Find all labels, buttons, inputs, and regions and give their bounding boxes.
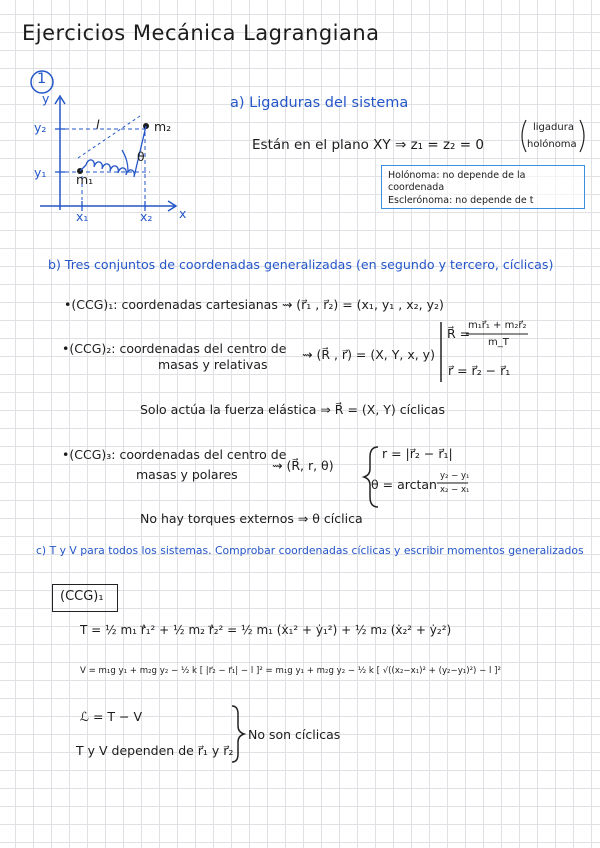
definitions-box	[381, 165, 585, 209]
ccg3-line2: masas y polares	[136, 467, 238, 482]
x1-label: x₁	[76, 209, 89, 224]
ccg3-theta-num: y₂ − y₁	[440, 471, 470, 481]
problem-number: 1	[37, 71, 47, 87]
section-a-text: Están en el plano XY ⇒ z₁ = z₂ = 0	[252, 137, 484, 153]
m1-label: m₁	[76, 172, 94, 187]
ccg1-box-label: (CCG)₁	[60, 589, 104, 604]
section-c-heading: c) T y V para todos los sistemas. Comprobar coordenadas cíclicas y escribir momentos generalizados	[36, 544, 584, 557]
ccg3-line1: •(CCG)₃: coordenadas del centro de	[62, 447, 287, 462]
axis-y-label: y	[42, 91, 50, 106]
ccg3-theta-lhs: θ = arctan	[371, 477, 437, 492]
ccg2-line1: •(CCG)₂: coordenadas del centro de	[62, 341, 287, 356]
page-title: Ejercicios Mecánica Lagrangiana	[22, 21, 380, 45]
ccg2-line2: masas y relativas	[158, 357, 268, 372]
lagrangian-eq: ℒ = T − V	[80, 709, 143, 724]
ccg3-map: ⇝ (R⃗, r, θ)	[272, 458, 334, 473]
paren-top: ligadura	[533, 122, 574, 133]
length-label: l	[96, 117, 100, 132]
m2-label: m₂	[154, 119, 172, 134]
ccg2-R-num: m₁r⃗₁ + m₂r⃗₂	[468, 320, 527, 331]
section-a-heading: a) Ligaduras del sistema	[230, 95, 409, 111]
kinetic-energy-eq: T = ½ m₁ ṙ⃗₁² + ½ m₂ ṙ⃗₂² = ½ m₁ (ẋ₁² + ẏ₁²) + ½ m₂ (ẋ₂² + ẏ₂²)	[80, 623, 452, 637]
potential-energy-eq: V = m₁g y₁ + m₂g y₂ − ½ k [ |r⃗₂ − r⃗₁| − l ]² = m₁g y₁ + m₂g y₂ − ½ k [ √((x₂−x₁)² + (y₂−y₁)²) − l ]²	[80, 666, 501, 676]
axis-x-label: x	[179, 206, 187, 221]
ccg2-R-lhs: R⃗ =	[447, 326, 471, 341]
ccg2-map: ⇝ (R⃗ , r⃗) = (X, Y, x, y)	[302, 347, 435, 362]
theta-label: θ	[137, 149, 145, 164]
section-b-heading: b) Tres conjuntos de coordenadas generalizadas (en segundo y tercero, cíclicas)	[48, 257, 554, 272]
ccg3-note: No hay torques externos ⇒ θ cíclica	[140, 511, 363, 526]
holonoma-def: Holónoma: no depende de la coordenada	[388, 170, 526, 194]
ccg3-r: r = |r⃗₂ − r⃗₁|	[382, 446, 453, 461]
y2-label: y₂	[34, 120, 47, 135]
x2-label: x₂	[140, 209, 153, 224]
ccg2-note: Solo actúa la fuerza elástica ⇒ R⃗ = (X, Y) cíclicas	[140, 402, 445, 417]
paren-bottom: holónoma	[527, 139, 577, 150]
ccg1-line: •(CCG)₁: coordenadas cartesianas ⇝ (r⃗₁ , r⃗₂) = (x₁, y₁ , x₂, y₂)	[64, 297, 444, 312]
y1-label: y₁	[34, 165, 47, 180]
ccg3-theta-den: x₂ − x₁	[440, 485, 470, 495]
ccg2-R-den: m_T	[488, 337, 509, 348]
conclusion-text: No son cíclicas	[248, 727, 341, 742]
escleronoma-def: Esclerónoma: no depende de t	[388, 194, 534, 206]
ccg2-r: r⃗ = r⃗₂ − r⃗₁	[448, 363, 511, 378]
dependence-text: T y V dependen de r⃗₁ y r⃗₂	[76, 743, 234, 758]
